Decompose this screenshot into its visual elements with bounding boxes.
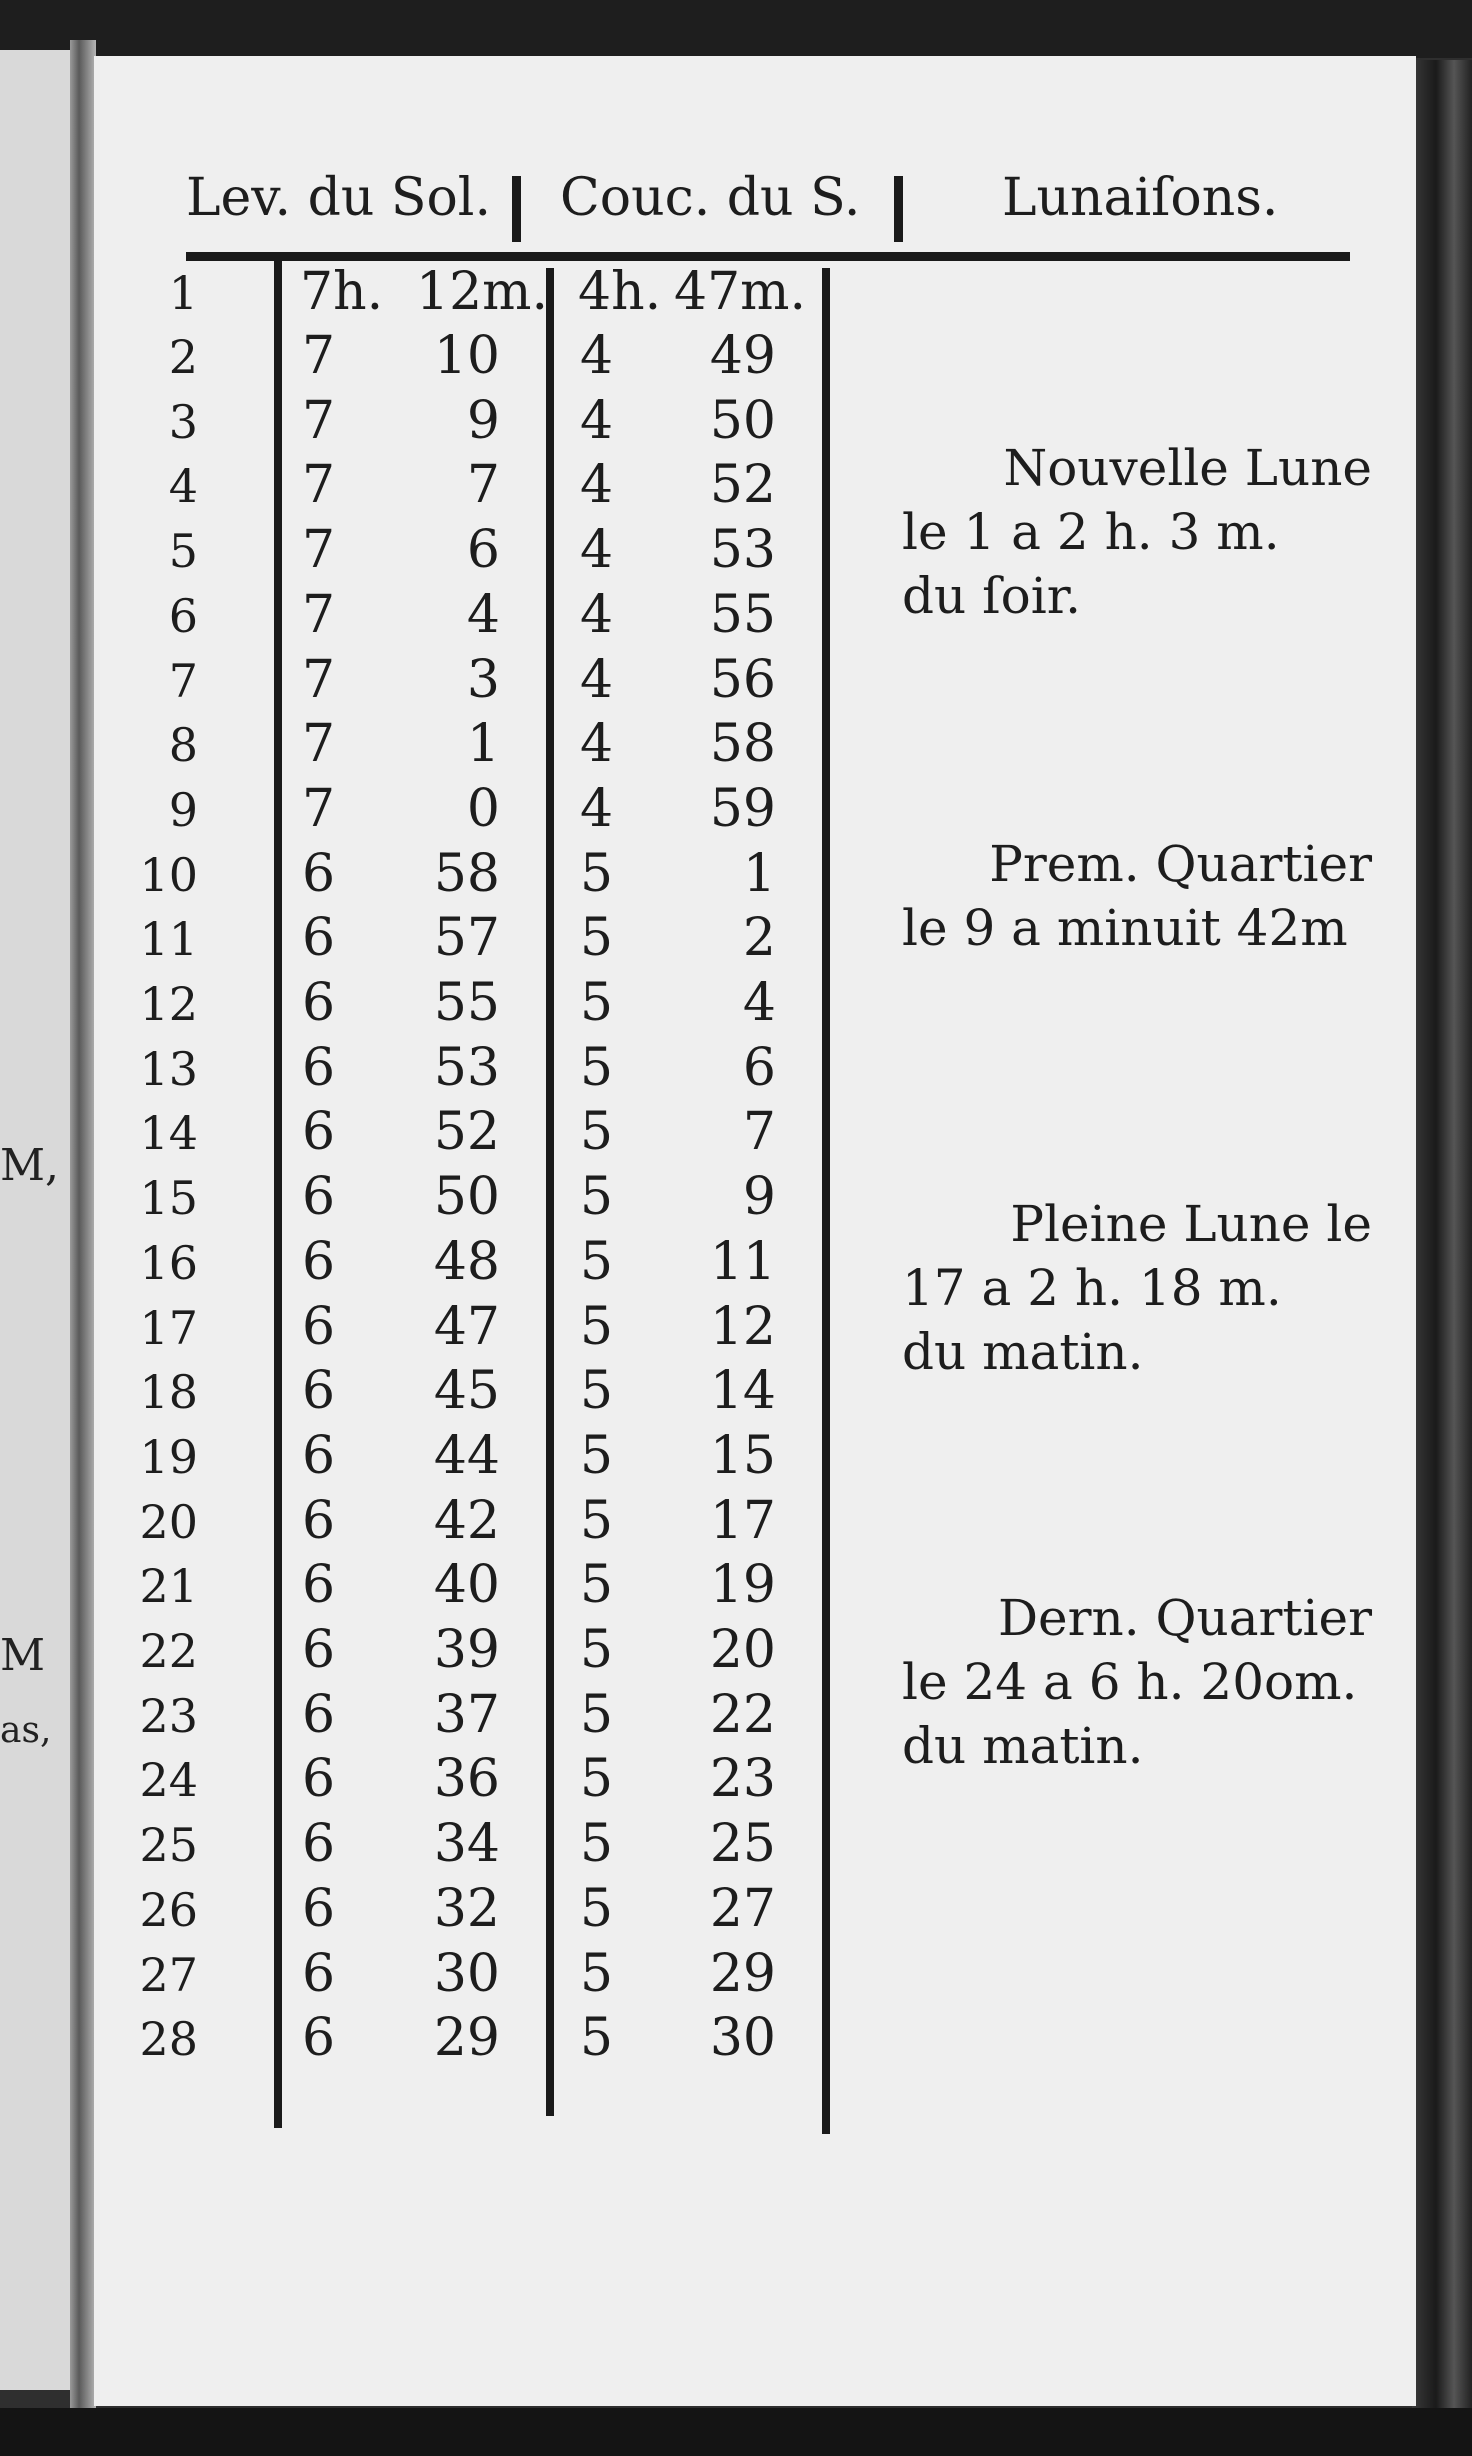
sunrise-hour-cell: 7: [302, 714, 336, 774]
sunrise-minute-cell: 7: [466, 455, 500, 515]
day-cell: 11: [139, 912, 198, 966]
sunrise-hour-cell: 6: [302, 1879, 336, 1939]
sunrise-hour-cell: 6: [302, 1102, 336, 1162]
day-cell: 1: [168, 266, 198, 320]
facing-page-fragment: as,: [0, 1710, 52, 1751]
sunrise-hour-cell: 6: [302, 1167, 336, 1227]
header-sunset: Couc. du S.: [560, 168, 861, 228]
sunrise-hour-cell: 7: [302, 326, 336, 386]
sunrise-minute-cell: 29: [433, 2008, 500, 2068]
sunrise-hour-cell: 6: [302, 1555, 336, 1615]
sunset-minute-cell: 4: [742, 973, 776, 1033]
sunrise-minute-cell: 53: [433, 1038, 500, 1098]
header-separator: [894, 176, 903, 242]
sunset-hour-cell: 5: [580, 2008, 614, 2068]
day-cell: 9: [168, 783, 198, 837]
phase-title: Dern. Quartier: [997, 1589, 1372, 1647]
day-cell: 6: [168, 589, 198, 643]
table-row: [94, 1814, 994, 1878]
bottom-dark-border: [0, 2408, 1472, 2456]
phase-last-quarter: [902, 1586, 1372, 1778]
day-cell: 28: [139, 2012, 198, 2066]
table-row: [94, 1038, 994, 1102]
sunset-hour-cell: 4: [580, 455, 614, 515]
page-edge-shadow: [1412, 60, 1472, 2420]
table-row: [94, 1620, 994, 1684]
sunrise-hour-cell: 7: [302, 455, 336, 515]
sunrise-hour-cell: 7: [302, 391, 336, 451]
sunset-minute-cell: 52: [709, 455, 776, 515]
phase-detail: du matin.: [902, 1717, 1144, 1775]
header-rule: [186, 252, 1350, 261]
table-row: [94, 2008, 994, 2072]
sunrise-minute-cell: 50: [433, 1167, 500, 1227]
sunrise-minute-cell: 40: [433, 1555, 500, 1615]
sunset-hour-cell: 5: [580, 908, 614, 968]
table-row: [94, 391, 994, 455]
sunset-hour-cell: 4: [580, 779, 614, 839]
table-row: [94, 455, 994, 519]
sunset-hour-cell: 5: [580, 973, 614, 1033]
header-sunrise: Lev. du Sol.: [186, 168, 491, 228]
sunset-minute-cell: 15: [709, 1426, 776, 1486]
sunset-hour-cell: 5: [580, 1685, 614, 1745]
sunrise-minute-cell: 48: [433, 1232, 500, 1292]
table-row: [94, 1232, 994, 1296]
sunrise-hour-cell: 7h.: [300, 262, 384, 322]
day-cell: 4: [168, 459, 198, 513]
sunset-hour-cell: 5: [580, 1491, 614, 1551]
sunrise-hour-cell: 7: [302, 520, 336, 580]
sunrise-minute-cell: 32: [433, 1879, 500, 1939]
phase-detail: du matin.: [902, 1323, 1144, 1381]
facing-page-fragment: M,: [0, 1140, 60, 1191]
phase-new-moon: [902, 436, 1372, 628]
sunset-hour-cell: 5: [580, 1749, 614, 1809]
table-row: [94, 1491, 994, 1555]
sunset-hour-cell: 4h.: [578, 262, 662, 322]
sunset-minute-cell: 55: [709, 585, 776, 645]
sunset-minute-cell: 22: [709, 1685, 776, 1745]
phase-detail: le 24 a 6 h. 20om.: [902, 1653, 1358, 1711]
sunset-hour-cell: 5: [580, 1361, 614, 1421]
sunrise-minute-cell: 9: [466, 391, 500, 451]
sunrise-minute-cell: 37: [433, 1685, 500, 1745]
sunrise-minute-cell: 10: [433, 326, 500, 386]
table-row: [94, 714, 994, 778]
sunrise-hour-cell: 7: [302, 585, 336, 645]
day-cell: 25: [139, 1818, 198, 1872]
sunset-hour-cell: 5: [580, 1038, 614, 1098]
sunrise-hour-cell: 6: [302, 844, 336, 904]
sunset-minute-cell: 6: [742, 1038, 776, 1098]
day-cell: 23: [139, 1689, 198, 1743]
sunrise-minute-cell: 30: [433, 1944, 500, 2004]
sunset-hour-cell: 4: [580, 326, 614, 386]
day-cell: 18: [139, 1365, 198, 1419]
day-cell: 16: [139, 1236, 198, 1290]
table-row: [94, 908, 994, 972]
header-separator: [512, 176, 521, 242]
sunrise-minute-cell: 36: [433, 1749, 500, 1809]
table-row: [94, 1879, 994, 1943]
day-cell: 5: [168, 524, 198, 578]
sunset-minute-cell: 27: [709, 1879, 776, 1939]
sunset-hour-cell: 5: [580, 1102, 614, 1162]
phase-first-quarter: [902, 832, 1372, 960]
sunset-hour-cell: 5: [580, 1620, 614, 1680]
phase-title: Nouvelle Lune: [1003, 439, 1372, 497]
phase-detail: 17 a 2 h. 18 m.: [902, 1259, 1282, 1317]
sunrise-minute-cell: 12m.: [416, 262, 549, 322]
day-cell: 13: [139, 1042, 198, 1096]
sunset-minute-cell: 2: [742, 908, 776, 968]
sunrise-hour-cell: 6: [302, 2008, 336, 2068]
sunrise-minute-cell: 4: [466, 585, 500, 645]
table-row: [94, 1426, 994, 1490]
sunset-hour-cell: 4: [580, 585, 614, 645]
sunset-minute-cell: 53: [709, 520, 776, 580]
facing-page-fragment: M: [0, 1630, 46, 1681]
table-row: [94, 844, 994, 908]
sunset-minute-cell: 12: [709, 1297, 776, 1357]
sunset-minute-cell: 11: [709, 1232, 776, 1292]
sunset-hour-cell: 5: [580, 1426, 614, 1486]
table-row: [94, 520, 994, 584]
table-row: [94, 1297, 994, 1361]
table-row: [94, 1555, 994, 1619]
sunset-minute-cell: 58: [709, 714, 776, 774]
phase-full-moon: [902, 1192, 1372, 1384]
day-cell: 10: [139, 848, 198, 902]
sunset-minute-cell: 29: [709, 1944, 776, 2004]
sunset-hour-cell: 5: [580, 1167, 614, 1227]
table-row: [94, 1167, 994, 1231]
table-row: [94, 585, 994, 649]
day-cell: 12: [139, 977, 198, 1031]
sunrise-minute-cell: 44: [433, 1426, 500, 1486]
day-cell: 7: [168, 654, 198, 708]
table-row: [94, 779, 994, 843]
sunrise-minute-cell: 0: [466, 779, 500, 839]
sunrise-minute-cell: 55: [433, 973, 500, 1033]
sunrise-hour-cell: 6: [302, 1297, 336, 1357]
table-row: [94, 1361, 994, 1425]
almanac-page: [94, 56, 1416, 2406]
sunrise-minute-cell: 6: [466, 520, 500, 580]
sunrise-hour-cell: 6: [302, 1620, 336, 1680]
sunrise-minute-cell: 3: [466, 650, 500, 710]
sunrise-minute-cell: 34: [433, 1814, 500, 1874]
phase-detail: le 9 a minuit 42m: [902, 899, 1348, 957]
day-cell: 26: [139, 1883, 198, 1937]
sunset-hour-cell: 5: [580, 1232, 614, 1292]
table-row: [94, 1102, 994, 1166]
sunset-minute-cell: 20: [709, 1620, 776, 1680]
top-dark-border: [0, 0, 1472, 58]
day-cell: 15: [139, 1171, 198, 1225]
table-row: [94, 1749, 994, 1813]
day-cell: 2: [168, 330, 198, 384]
sunrise-minute-cell: 58: [433, 844, 500, 904]
sunrise-minute-cell: 45: [433, 1361, 500, 1421]
sunset-hour-cell: 5: [580, 1879, 614, 1939]
sunset-minute-cell: 47m.: [674, 262, 807, 322]
day-cell: 22: [139, 1624, 198, 1678]
sunset-minute-cell: 23: [709, 1749, 776, 1809]
sunset-hour-cell: 5: [580, 1944, 614, 2004]
sunset-minute-cell: 25: [709, 1814, 776, 1874]
sunrise-minute-cell: 47: [433, 1297, 500, 1357]
sunset-hour-cell: 4: [580, 714, 614, 774]
sunrise-hour-cell: 7: [302, 650, 336, 710]
phase-detail: le 1 a 2 h. 3 m.: [902, 503, 1280, 561]
sunrise-minute-cell: 57: [433, 908, 500, 968]
sunset-hour-cell: 5: [580, 844, 614, 904]
phase-title: Prem. Quartier: [989, 835, 1372, 893]
sunrise-hour-cell: 6: [302, 1361, 336, 1421]
sunset-hour-cell: 4: [580, 391, 614, 451]
table-row: [94, 262, 994, 326]
day-cell: 24: [139, 1753, 198, 1807]
sunset-minute-cell: 49: [709, 326, 776, 386]
sunrise-minute-cell: 39: [433, 1620, 500, 1680]
sunset-hour-cell: 5: [580, 1814, 614, 1874]
header-lunations: Lunaiſons.: [1002, 168, 1279, 228]
sunset-minute-cell: 56: [709, 650, 776, 710]
sunrise-minute-cell: 42: [433, 1491, 500, 1551]
sunset-hour-cell: 5: [580, 1297, 614, 1357]
sunrise-hour-cell: 6: [302, 1426, 336, 1486]
phase-detail: du ſoir.: [902, 567, 1082, 625]
day-cell: 8: [168, 718, 198, 772]
sunrise-hour-cell: 7: [302, 779, 336, 839]
sunset-minute-cell: 50: [709, 391, 776, 451]
sunset-minute-cell: 14: [709, 1361, 776, 1421]
day-cell: 21: [139, 1559, 198, 1613]
day-cell: 20: [139, 1495, 198, 1549]
sunrise-hour-cell: 6: [302, 1749, 336, 1809]
table-row: [94, 1944, 994, 2008]
sunset-minute-cell: 19: [709, 1555, 776, 1615]
sunrise-hour-cell: 6: [302, 973, 336, 1033]
sunset-hour-cell: 4: [580, 650, 614, 710]
sunrise-hour-cell: 6: [302, 1685, 336, 1745]
table-row: [94, 650, 994, 714]
sunrise-minute-cell: 52: [433, 1102, 500, 1162]
sunrise-hour-cell: 6: [302, 1491, 336, 1551]
table-row: [94, 973, 994, 1037]
sunset-minute-cell: 30: [709, 2008, 776, 2068]
sunrise-hour-cell: 6: [302, 1944, 336, 2004]
day-cell: 3: [168, 395, 198, 449]
table-row: [94, 1685, 994, 1749]
table-row: [94, 326, 994, 390]
sunrise-hour-cell: 6: [302, 1814, 336, 1874]
phase-title: Pleine Lune le: [1010, 1195, 1372, 1253]
sunset-minute-cell: 7: [742, 1102, 776, 1162]
sunset-minute-cell: 1: [742, 844, 776, 904]
sunrise-minute-cell: 1: [466, 714, 500, 774]
sunset-hour-cell: 5: [580, 1555, 614, 1615]
sunrise-hour-cell: 6: [302, 1232, 336, 1292]
day-cell: 19: [139, 1430, 198, 1484]
day-cell: 14: [139, 1106, 198, 1160]
sunrise-hour-cell: 6: [302, 908, 336, 968]
day-cell: 17: [139, 1301, 198, 1355]
sunrise-hour-cell: 6: [302, 1038, 336, 1098]
sunset-minute-cell: 17: [709, 1491, 776, 1551]
sunset-hour-cell: 4: [580, 520, 614, 580]
sunset-minute-cell: 9: [742, 1167, 776, 1227]
day-cell: 27: [139, 1948, 198, 2002]
sunset-minute-cell: 59: [709, 779, 776, 839]
